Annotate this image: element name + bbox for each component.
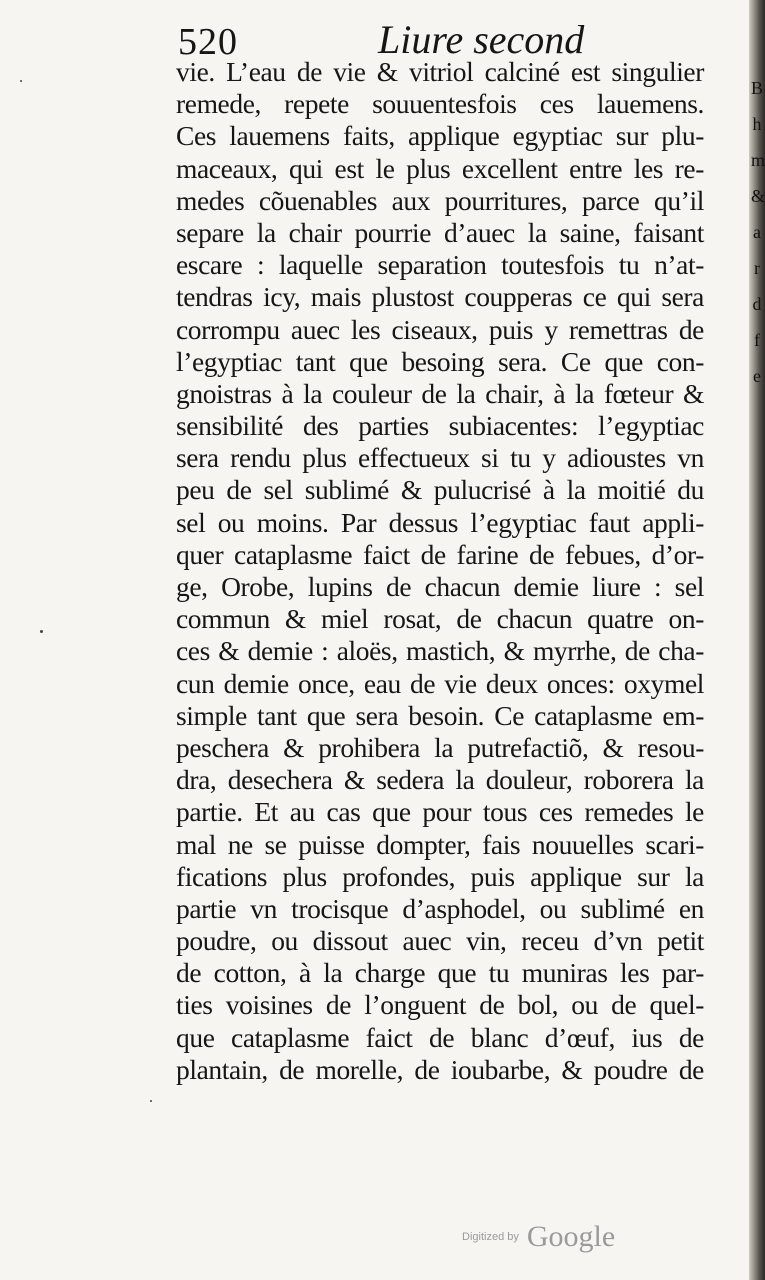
edge-letter: B (751, 78, 764, 98)
text-line: quer cataplasme faict de farine de febues, d’or- (176, 538, 704, 570)
adjacent-page-edge (749, 0, 765, 1280)
text-line: poudre, ou dissout auec vin, receu d’vn petit (176, 925, 704, 957)
text-line: vie. L’eau de vie & vitriol calciné est singulier (176, 56, 704, 87)
text-line: sera rendu plus effectueux si tu y adioustes vn (176, 442, 704, 474)
google-logo: Google (526, 1220, 616, 1253)
digitized-watermark (462, 1220, 615, 1254)
text-line: separe la chair pourrie d’auec la saine, faisant (176, 216, 704, 248)
running-head: Liure second (378, 17, 585, 62)
scan-speck (40, 630, 43, 633)
text-line: corrompu auec les ciseaux, puis y remettras de (176, 313, 704, 345)
text-line: mal ne se puisse dompter, fais nouuelles scari- (176, 828, 704, 860)
text-line: partie vn trocisque d’asphodel, ou sublimé en (176, 892, 704, 924)
text-line: partie. Et au cas que pour tous ces remedes le (176, 796, 704, 828)
scan-speck (150, 1100, 152, 1102)
text-line: escare : laquelle separation toutesfois tu n’at- (176, 249, 704, 281)
text-line: tendras icy, mais plustost coupperas ce qui sera (176, 281, 704, 313)
text-line: dra, desechera & sedera la douleur, roborera la (176, 764, 704, 796)
text-line: simple tant que sera besoin. Ce cataplasme em- (176, 699, 704, 731)
text-line: cun demie once, eau de vie deux onces: oxymel (176, 667, 704, 699)
text-line: Ces lauemens faits, applique egyptiac sur plu- (176, 120, 704, 152)
text-line: sensibilité des parties subiacentes: l’egyptiac (176, 410, 704, 442)
text-line: ces & demie : aloës, mastich, & myrrhe, de cha- (176, 635, 704, 667)
edge-letter: e (753, 366, 761, 386)
text-line: fications plus profondes, puis applique sur la (176, 860, 704, 892)
edge-letter: & (751, 186, 765, 206)
text-line: ge, Orobe, lupins de chacun demie liure : sel (176, 571, 704, 602)
text-line: plantain, de morelle, de ioubarbe, & poudre de (176, 1053, 704, 1085)
edge-letter: d (752, 294, 762, 314)
text-line: de cotton, à la charge que tu muniras les par- (176, 957, 704, 989)
text-line: gnoistras à la couleur de la chair, à la fœteur & (176, 377, 704, 409)
text-line: l’egyptiac tant que besoing sera. Ce que con- (176, 345, 704, 377)
page-number: 520 (178, 21, 238, 63)
edge-letter: h (752, 114, 762, 134)
text-line: que cataplasme faict de blanc d’œuf, ius de (176, 1021, 704, 1053)
body-text (176, 56, 704, 1086)
adjacent-page-letters (751, 70, 763, 394)
text-line: peu de sel sublimé & pulucrisé à la moitié du (176, 474, 704, 506)
page-header (178, 14, 738, 62)
text-line: remede, repete souuentesfois ces lauemens. (176, 88, 704, 120)
text-line: medes cõuenables aux pourritures, parce qu’il (176, 184, 704, 216)
text-line: peschera & prohibera la putrefactiõ, & resou- (176, 731, 704, 763)
edge-letter: m (751, 150, 765, 170)
text-line: ties voisines de l’onguent de bol, ou de quel- (176, 989, 704, 1021)
text-line: commun & miel rosat, de chacun quatre on- (176, 603, 704, 635)
edge-letter: a (753, 222, 761, 242)
text-line: sel ou moins. Par dessus l’egyptiac faut appli- (176, 506, 704, 538)
edge-letter: r (754, 258, 760, 278)
scan-speck (20, 80, 22, 82)
digitized-by-label: Digitized by (462, 1231, 519, 1243)
text-line: maceaux, qui est le plus excellent entre les re- (176, 152, 704, 184)
edge-letter: f (754, 330, 760, 350)
